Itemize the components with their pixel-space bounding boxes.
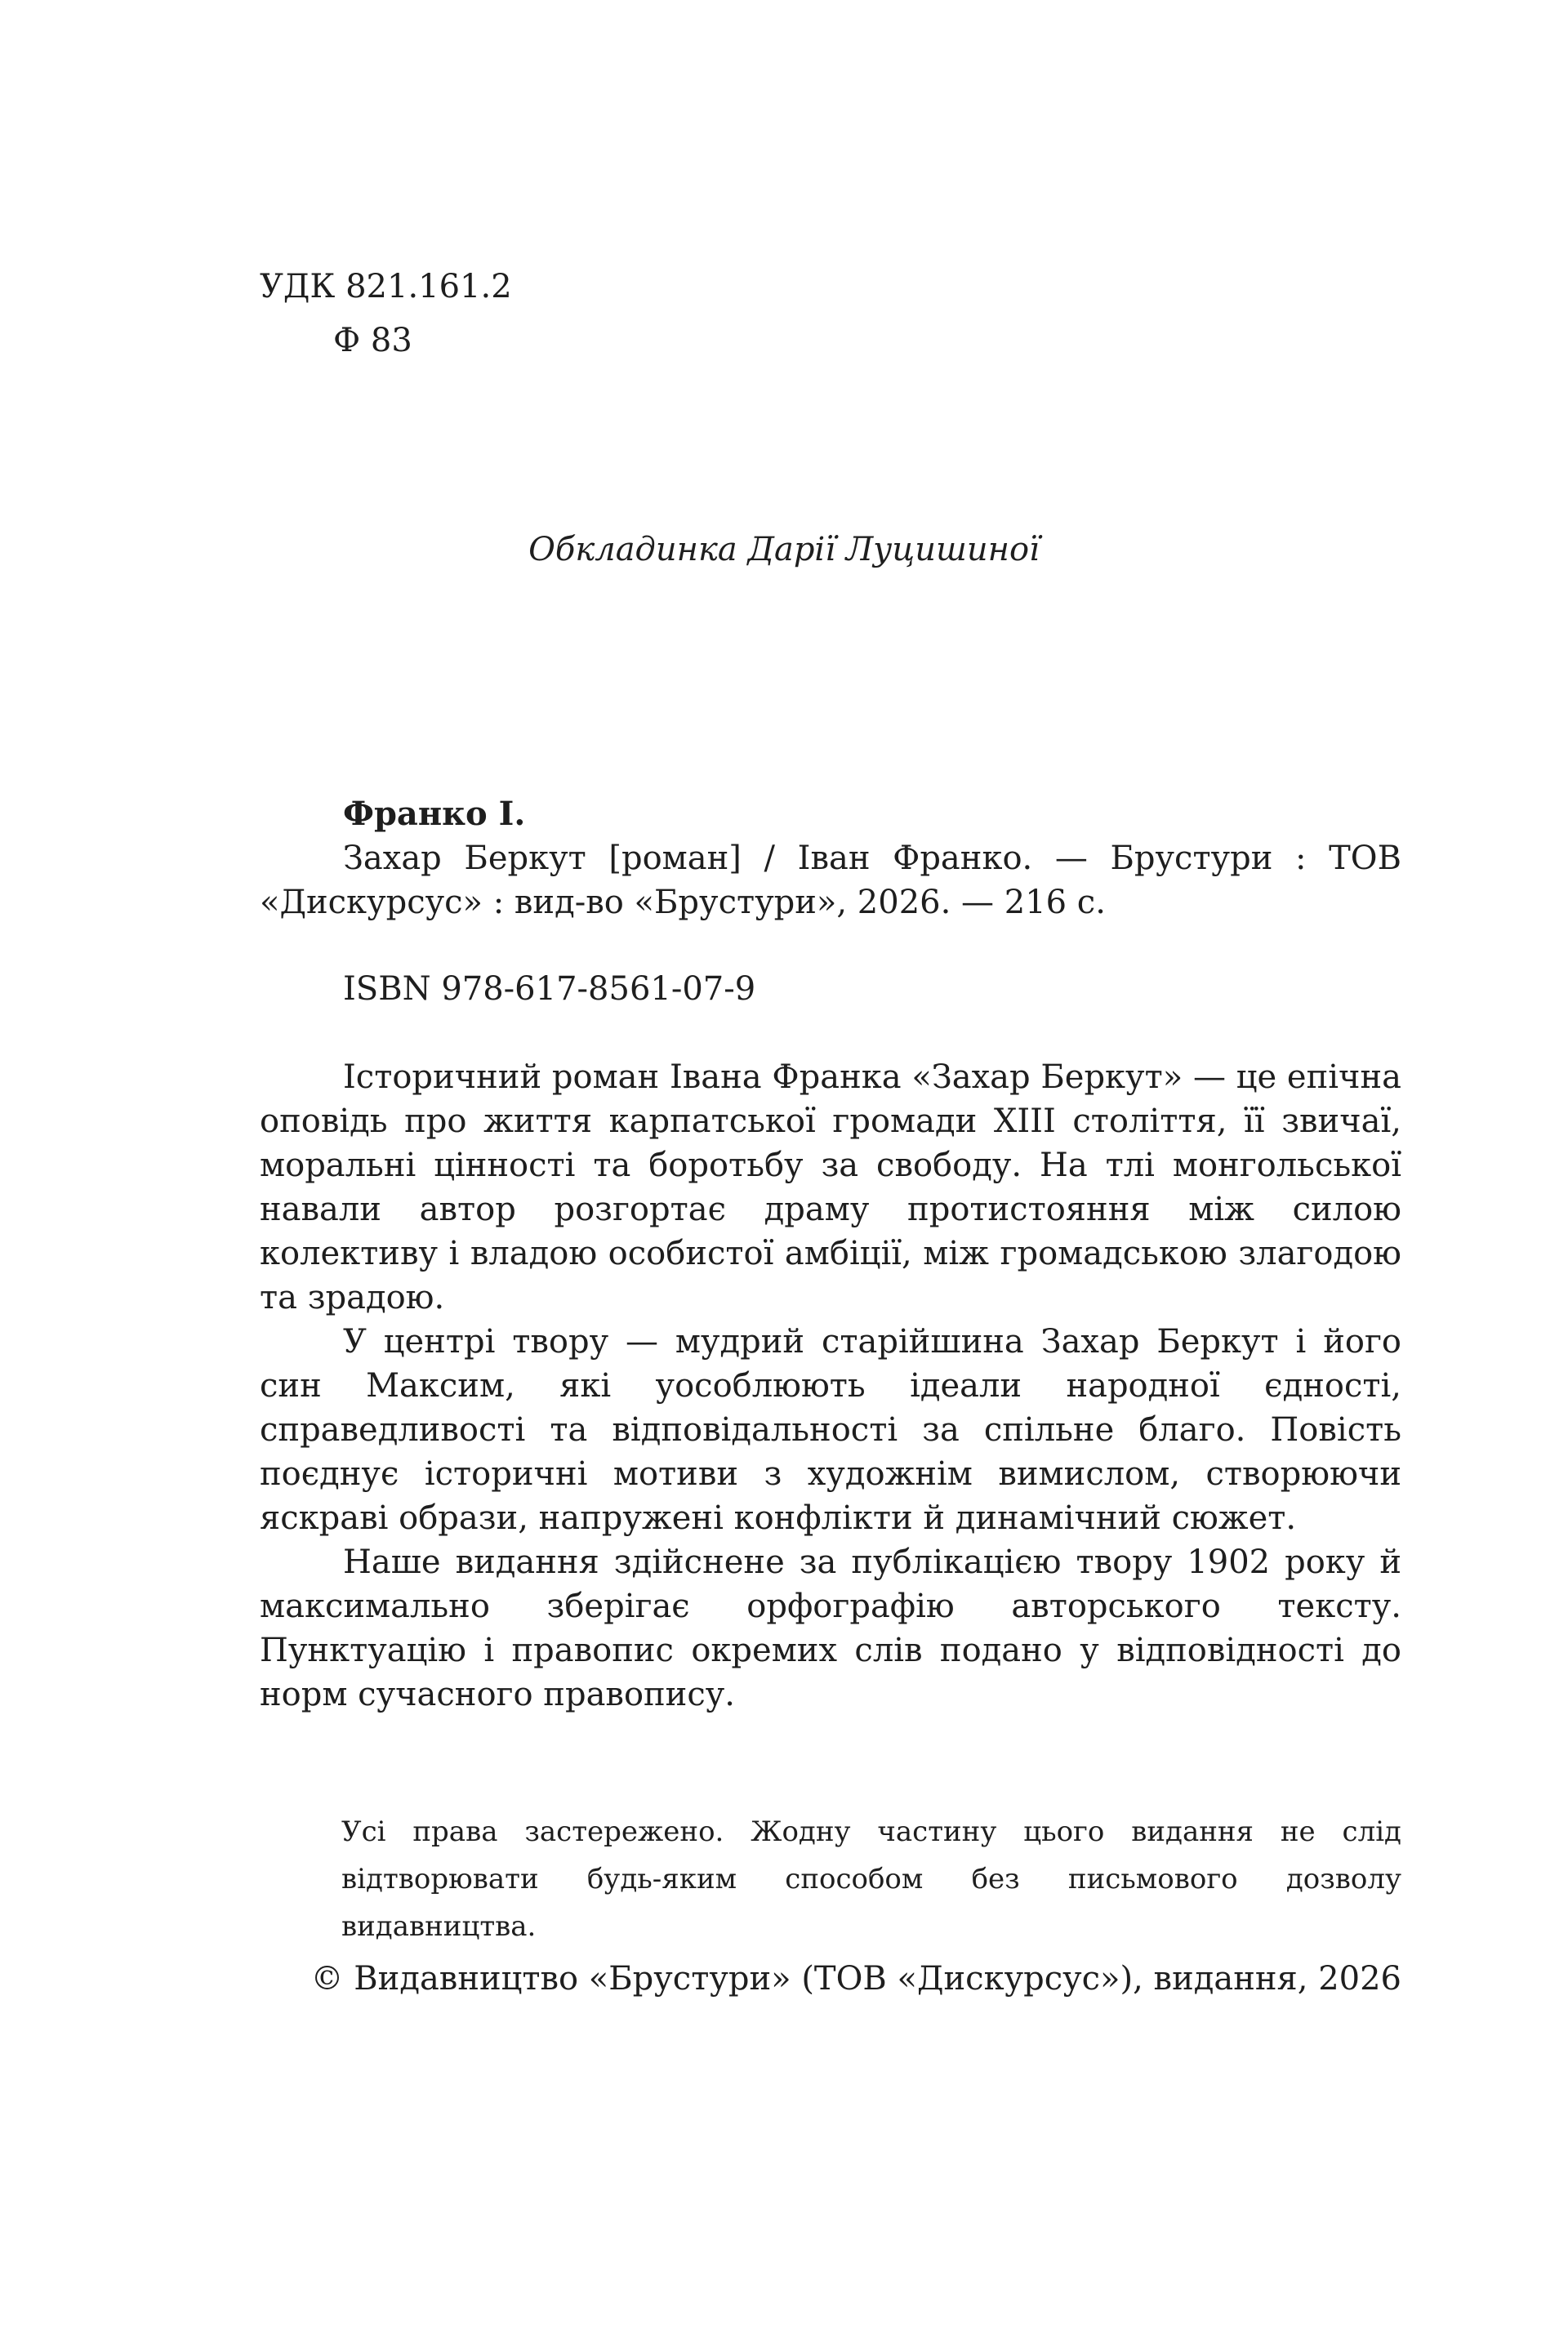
annotation-paragraph: Історичний роман Івана Франка «Захар Беркут» — це епічна оповідь про життя карпатської громади XIII століття, її звичаї, моральні цінності та боротьбу за свободу. На тлі монгольської навали автор розгортає драму протистояння між силою колективу і владою особистої амбіції, між громадською злагодою та зрадою. — [260, 1058, 1401, 1316]
annotation-paragraph: У центрі твору — мудрий старійшина Захар Беркут і його син Максим, які уособлюють ідеали народної єдності, справедливості та відповідальності за спільне благо. Повість поєднує історичні мотиви з художнім вимислом, створюючи яскраві образи, напружені конфлікти й динамічний сюжет. — [260, 1323, 1401, 1537]
isbn: ISBN 978-617-8561-07-9 — [343, 970, 756, 1008]
edition-note — [260, 1540, 1401, 1717]
annotation — [260, 1055, 1401, 1540]
copyright-line: © Видавництво «Брустури» (ТОВ «Дискурсус»), видання, 2026 — [310, 1960, 1401, 1998]
rights-notice: Усі права застережено. Жодну частину цього видання не слід відтворювати будь-яким способом без письмового дозволу видавництва. — [341, 1815, 1401, 1943]
author-mark: Ф 83 — [333, 322, 412, 359]
udk-block — [260, 260, 512, 368]
udk-code: УДК 821.161.2 — [260, 268, 512, 305]
bibliography-entry: Захар Беркут [роман] / Іван Франко. — Брустури : ТОВ «Дискурсус» : вид-во «Брустури», 2026. — 216 с. — [260, 840, 1401, 921]
cover-credit: Обкладинка Дарії Луцишиної — [528, 531, 1040, 568]
edition-note-text: Наше видання здійснене за публікацією твору 1902 року й максимально зберігає орфографію авторського тексту. Пунктуацію і правопис окремих слів подано у відповідності до норм сучасного правопису. — [260, 1544, 1401, 1713]
bibliography-author: Франко І. — [343, 795, 526, 833]
